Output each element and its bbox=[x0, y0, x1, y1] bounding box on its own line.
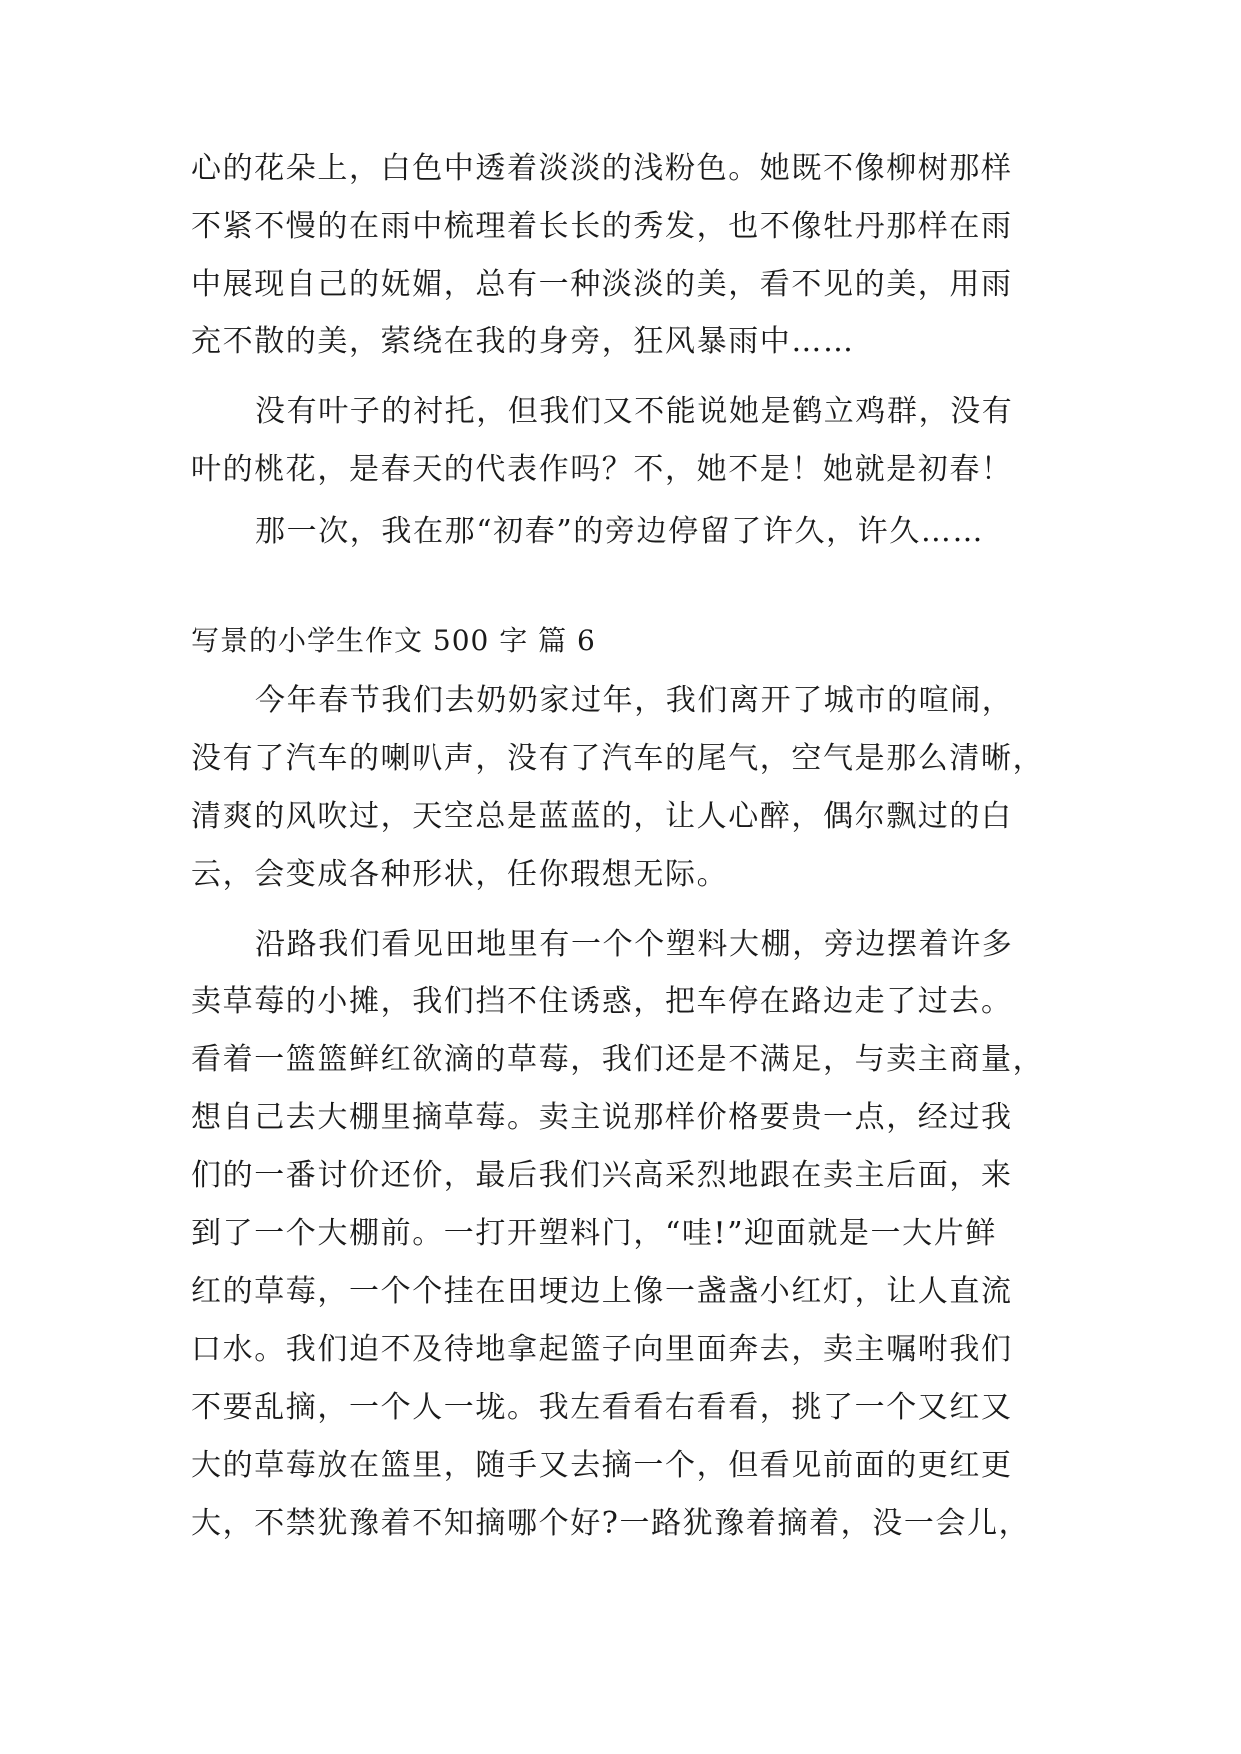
paragraph-first-line: 那一次，我在那“初春”的旁边停留了许久，许久…… bbox=[255, 514, 985, 549]
text-line: 大的草莓放在篮里，随手又去摘一个，但看见前面的更红更 bbox=[191, 1448, 1013, 1483]
text-line: 充不散的美，萦绕在我的身旁，狂风暴雨中…… bbox=[191, 324, 855, 359]
section-heading: 写景的小学生作文 500 字 篇 6 bbox=[191, 624, 596, 657]
paragraph-first-line: 今年春节我们去奶奶家过年，我们离开了城市的喧闹， bbox=[255, 683, 1014, 718]
text-line: 们的一番讨价还价，最后我们兴高采烈地跟在卖主后面，来 bbox=[191, 1158, 1013, 1193]
text-line: 卖草莓的小摊，我们挡不住诱惑，把车停在路边走了过去。 bbox=[191, 984, 1013, 1019]
text-line: 口水。我们迫不及待地拿起篮子向里面奔去，卖主嘱咐我们 bbox=[191, 1332, 1013, 1367]
text-line: 叶的桃花，是春天的代表作吗？不，她不是！她就是初春！ bbox=[191, 452, 1013, 487]
text-line: 没有了汽车的喇叭声，没有了汽车的尾气，空气是那么清晰， bbox=[191, 741, 1045, 776]
text-line: 云，会变成各种形状，任你瑕想无际。 bbox=[191, 857, 729, 892]
text-line: 红的草莓，一个个挂在田埂边上像一盏盏小红灯，让人直流 bbox=[191, 1274, 1013, 1309]
text-line: 大，不禁犹豫着不知摘哪个好?一路犹豫着摘着，没一会儿， bbox=[191, 1506, 1031, 1541]
text-line: 清爽的风吹过，天空总是蓝蓝的，让人心醉，偶尔飘过的白 bbox=[191, 799, 1013, 834]
paragraph-first-line: 沿路我们看见田地里有一个个塑料大棚，旁边摆着许多 bbox=[255, 927, 1014, 962]
text-line: 到了一个大棚前。一打开塑料门，“哇!”迎面就是一大片鲜 bbox=[191, 1216, 997, 1251]
paragraph-first-line: 没有叶子的衬托，但我们又不能说她是鹤立鸡群，没有 bbox=[255, 394, 1014, 429]
text-line: 不紧不慢的在雨中梳理着长长的秀发，也不像牡丹那样在雨 bbox=[191, 209, 1013, 244]
text-line: 不要乱摘，一个人一垅。我左看看右看看，挑了一个又红又 bbox=[191, 1390, 1013, 1425]
text-line: 想自己去大棚里摘草莓。卖主说那样价格要贵一点，经过我 bbox=[191, 1100, 1013, 1135]
text-line: 中展现自己的妩媚，总有一种淡淡的美，看不见的美，用雨 bbox=[191, 267, 1013, 302]
text-line: 看着一篮篮鲜红欲滴的草莓，我们还是不满足，与卖主商量， bbox=[191, 1042, 1045, 1077]
text-line: 心的花朵上，白色中透着淡淡的浅粉色。她既不像柳树那样 bbox=[191, 151, 1013, 186]
